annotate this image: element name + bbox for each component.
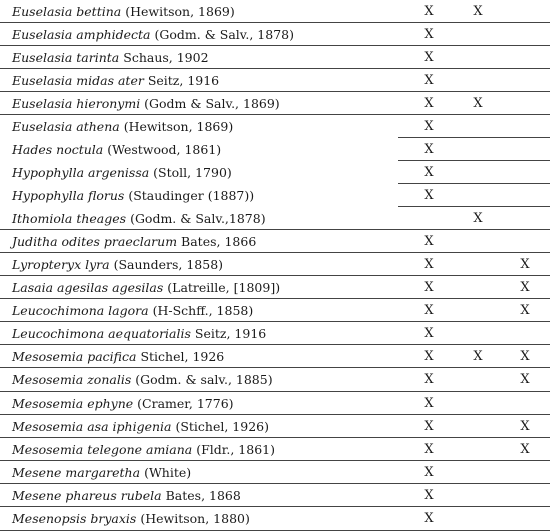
presence-mark-c1: X: [424, 96, 434, 111]
species-name: [12, 322, 266, 345]
presence-mark-c1: X: [424, 488, 434, 503]
species-authority: Stichel, 1926: [140, 349, 225, 364]
table-row: [0, 368, 550, 391]
species-authority: (Saunders, 1858): [113, 257, 224, 272]
presence-mark-c2: [468, 184, 488, 207]
presence-mark-c1: X: [424, 280, 434, 295]
presence-mark-c2: [468, 507, 488, 530]
presence-mark-c2: [468, 23, 488, 46]
species-authority: (Godm. & Salv., 1878): [154, 27, 294, 42]
presence-mark-c2: [468, 276, 488, 299]
presence-mark-c3: [515, 69, 535, 92]
table-row: [0, 415, 550, 438]
table-row: [0, 115, 550, 138]
species-name: [12, 392, 234, 415]
presence-mark-c3: [515, 23, 535, 46]
table-row: [0, 461, 550, 484]
table-row: [0, 253, 550, 276]
presence-mark-c2: [468, 115, 488, 138]
presence-mark-c2: [468, 253, 488, 276]
row-divider: [0, 252, 550, 253]
species-binomial: Mesene margaretha: [12, 465, 141, 480]
presence-mark-c3: [515, 184, 535, 207]
presence-mark-c2: [468, 138, 488, 161]
species-authority: (Stoll, 1790): [153, 165, 232, 180]
row-divider: [0, 344, 550, 345]
table-row: [0, 69, 550, 92]
table-row: [0, 207, 550, 230]
presence-mark-c2: [468, 69, 488, 92]
presence-mark-c1: [419, 207, 439, 230]
species-authority: (Godm. & salv., 1885): [135, 372, 273, 387]
species-binomial: Mesosemia pacifica: [12, 349, 137, 364]
table-row: [0, 484, 550, 507]
presence-mark-c1: X: [424, 50, 434, 65]
species-name: [12, 46, 209, 69]
species-authority: Bates, 1866: [181, 234, 257, 249]
presence-mark-c1: X: [424, 442, 434, 457]
species-binomial: Euselasia amphidecta: [12, 27, 151, 42]
species-name: [12, 138, 221, 161]
species-name: [12, 345, 224, 368]
table-row: [0, 276, 550, 299]
species-authority: (Hewitson, 1869): [125, 4, 235, 19]
species-name: [12, 368, 273, 391]
presence-mark-c1: X: [424, 349, 434, 364]
presence-mark-c2: X: [473, 211, 483, 226]
presence-mark-c3: [515, 461, 535, 484]
presence-mark-c3: [515, 0, 535, 23]
table-row: [0, 507, 550, 530]
species-authority: Bates, 1868: [165, 488, 241, 503]
species-binomial: Euselasia tarinta: [12, 50, 120, 65]
row-divider: [0, 298, 550, 299]
presence-mark-c1: X: [424, 326, 434, 341]
row-divider: [0, 483, 550, 484]
presence-mark-c3: X: [520, 349, 530, 364]
presence-mark-c2: [468, 230, 488, 253]
row-divider: [0, 45, 550, 46]
row-divider: [0, 275, 550, 276]
presence-mark-c1: X: [424, 511, 434, 526]
presence-mark-c2: X: [473, 96, 483, 111]
species-name: [12, 115, 233, 138]
species-name: [12, 276, 280, 299]
species-binomial: Mesosemia asa iphigenia: [12, 419, 172, 434]
species-binomial: Hypophylla argenissa: [12, 165, 150, 180]
species-binomial: Euselasia midas ater: [12, 73, 144, 88]
species-binomial: Euselasia bettina: [12, 4, 122, 19]
row-divider: [0, 414, 550, 415]
presence-mark-c3: X: [520, 442, 530, 457]
species-binomial: Hades noctula: [12, 142, 104, 157]
species-name: [12, 299, 253, 322]
species-name: [12, 184, 254, 207]
species-binomial: Ithomiola theages: [12, 211, 127, 226]
presence-mark-c1: X: [424, 4, 434, 19]
row-divider: [0, 229, 550, 230]
presence-mark-c3: [515, 92, 535, 115]
presence-mark-c2: [468, 368, 488, 391]
presence-mark-c3: [515, 115, 535, 138]
species-name: [12, 507, 250, 530]
presence-mark-c2: [468, 322, 488, 345]
row-divider: [398, 206, 550, 207]
species-name: [12, 207, 266, 230]
presence-mark-c2: [468, 299, 488, 322]
species-authority: (Hewitson, 1880): [140, 511, 250, 526]
species-binomial: Lyropteryx lyra: [12, 257, 110, 272]
table-row: [0, 392, 550, 415]
presence-mark-c2: [468, 438, 488, 461]
species-name: [12, 23, 294, 46]
row-divider: [0, 437, 550, 438]
species-name: [12, 438, 275, 461]
species-binomial: Mesosemia ephyne: [12, 396, 134, 411]
presence-mark-c3: X: [520, 419, 530, 434]
presence-mark-c2: X: [473, 349, 483, 364]
presence-mark-c3: [515, 322, 535, 345]
table-row: [0, 345, 550, 368]
table-row: [0, 230, 550, 253]
species-binomial: Euselasia athena: [12, 119, 120, 134]
species-authority: (Godm & Salv., 1869): [144, 96, 280, 111]
species-name: [12, 92, 280, 115]
presence-mark-c3: [515, 46, 535, 69]
species-binomial: Lasaia agesilas agesilas: [12, 280, 164, 295]
presence-mark-c1: X: [424, 119, 434, 134]
species-authority: (H-Schff., 1858): [152, 303, 254, 318]
row-divider: [398, 137, 550, 138]
presence-mark-c3: [515, 161, 535, 184]
presence-mark-c3: [515, 138, 535, 161]
species-authority: (Hewitson, 1869): [123, 119, 234, 134]
table-row: [0, 438, 550, 461]
presence-mark-c1: X: [424, 188, 434, 203]
species-binomial: Leucochimona aequatorialis: [12, 326, 191, 341]
species-name: [12, 0, 235, 23]
species-authority: (Latreille, [1809]): [167, 280, 281, 295]
presence-mark-c1: X: [424, 419, 434, 434]
presence-mark-c1: X: [424, 142, 434, 157]
species-authority: (Stichel, 1926): [175, 419, 269, 434]
species-authority: Schaus, 1902: [123, 50, 209, 65]
row-divider: [398, 183, 550, 184]
species-name: [12, 253, 223, 276]
table-row: [0, 46, 550, 69]
species-authority: (White): [144, 465, 192, 480]
species-name: [12, 230, 256, 253]
presence-mark-c3: [515, 484, 535, 507]
species-binomial: Leucochimona lagora: [12, 303, 149, 318]
presence-mark-c3: X: [520, 303, 530, 318]
species-binomial: Mesenopsis bryaxis: [12, 511, 137, 526]
species-binomial: Mesene phareus rubela: [12, 488, 162, 503]
species-binomial: Hypophylla florus: [12, 188, 125, 203]
presence-mark-c3: X: [520, 372, 530, 387]
presence-mark-c1: X: [424, 303, 434, 318]
species-binomial: Euselasia hieronymi: [12, 96, 141, 111]
presence-mark-c1: X: [424, 73, 434, 88]
species-name: [12, 161, 232, 184]
row-divider: [0, 22, 550, 23]
row-divider: [0, 68, 550, 69]
presence-mark-c2: [468, 461, 488, 484]
row-divider: [0, 391, 550, 392]
table-row: [0, 92, 550, 115]
presence-mark-c3: [515, 207, 535, 230]
presence-mark-c1: X: [424, 465, 434, 480]
presence-mark-c1: X: [424, 396, 434, 411]
species-name: [12, 69, 219, 92]
table-row: [0, 322, 550, 345]
table-row: [0, 161, 550, 184]
species-authority: (Westwood, 1861): [107, 142, 222, 157]
table-row: [0, 184, 550, 207]
species-authority: Seitz, 1916: [194, 326, 267, 341]
species-binomial: Mesosemia telegone amiana: [12, 442, 193, 457]
species-authority: Seitz, 1916: [147, 73, 220, 88]
presence-mark-c2: [468, 484, 488, 507]
table-row: [0, 0, 550, 23]
species-name: [12, 461, 191, 484]
row-divider: [0, 367, 550, 368]
row-divider: [0, 114, 550, 115]
species-binomial: Mesosemia zonalis: [12, 372, 132, 387]
row-divider: [0, 91, 550, 92]
presence-mark-c2: [468, 46, 488, 69]
table-row: [0, 23, 550, 46]
presence-mark-c2: [468, 392, 488, 415]
presence-mark-c1: X: [424, 27, 434, 42]
presence-mark-c3: [515, 507, 535, 530]
species-authority: (Staudinger (1887)): [128, 188, 255, 203]
species-authority: (Fldr., 1861): [196, 442, 275, 457]
species-binomial: Juditha odites praeclarum: [12, 234, 178, 249]
presence-mark-c2: [468, 415, 488, 438]
presence-mark-c1: X: [424, 257, 434, 272]
row-divider: [398, 160, 550, 161]
presence-mark-c3: [515, 230, 535, 253]
presence-mark-c1: X: [424, 372, 434, 387]
presence-mark-c3: X: [520, 257, 530, 272]
row-divider: [0, 460, 550, 461]
presence-mark-c3: [515, 392, 535, 415]
presence-mark-c1: X: [424, 165, 434, 180]
row-divider: [0, 530, 550, 531]
species-authority: (Godm. & Salv.,1878): [130, 211, 266, 226]
presence-mark-c2: [468, 161, 488, 184]
table-row: [0, 299, 550, 322]
row-divider: [0, 506, 550, 507]
presence-mark-c1: X: [424, 234, 434, 249]
presence-mark-c2: X: [473, 4, 483, 19]
species-authority: (Cramer, 1776): [137, 396, 234, 411]
presence-mark-c3: X: [520, 280, 530, 295]
row-divider: [0, 321, 550, 322]
species-name: [12, 415, 269, 438]
species-name: [12, 484, 241, 507]
table-row: [0, 138, 550, 161]
